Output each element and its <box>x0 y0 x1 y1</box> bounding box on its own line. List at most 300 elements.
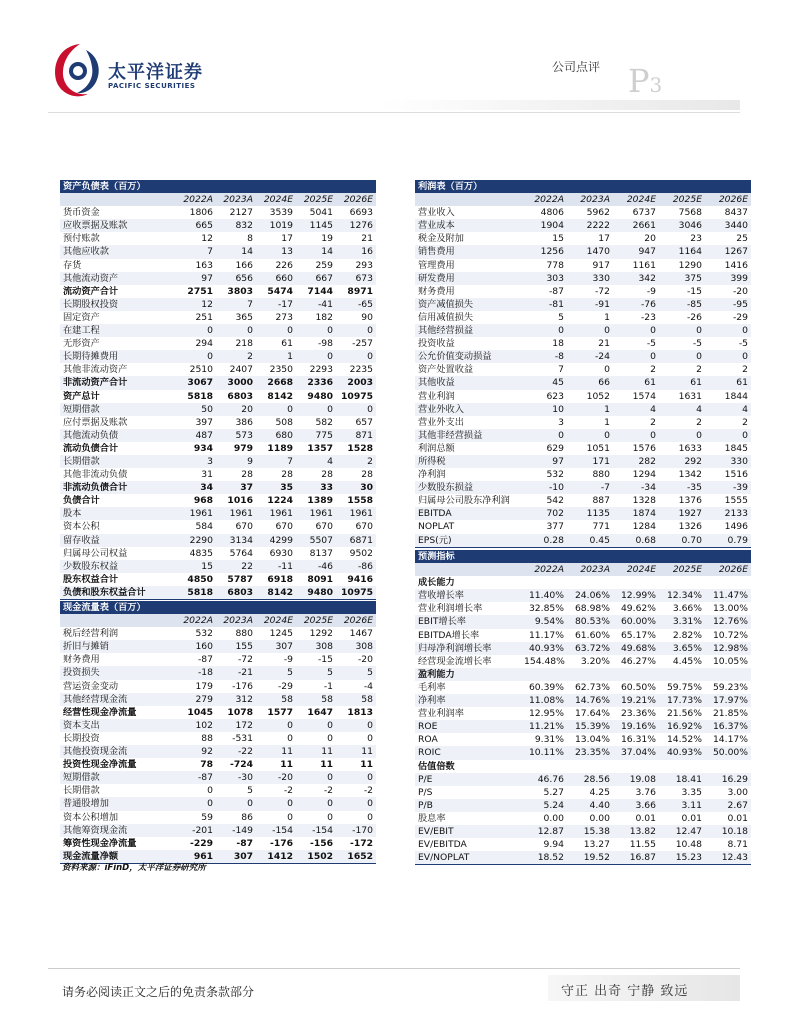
cell-value: 1961 <box>216 507 256 520</box>
cell-value: -81 <box>521 298 567 311</box>
cell-value: 657 <box>355 416 373 428</box>
row-label: 资本支出 <box>60 719 176 732</box>
year-header-row <box>60 614 376 627</box>
cell-value: 1290 <box>678 259 702 271</box>
cell-value: 182 <box>315 311 333 323</box>
table-title-row <box>60 180 376 193</box>
cell-value: 17.97% <box>705 694 751 707</box>
table-row <box>415 694 751 707</box>
row-label: 营业成本 <box>415 219 521 232</box>
year-header: 2022A <box>521 563 567 576</box>
cell-value: 58 <box>296 693 336 706</box>
year-header: 2023A <box>216 193 256 206</box>
cell-value: 1078 <box>227 706 253 718</box>
row-label: 净利润 <box>418 469 446 481</box>
cell-value: 8.71 <box>727 839 748 851</box>
cell-value: -15 <box>686 285 702 297</box>
cell-value: 62.73% <box>574 681 610 693</box>
cell-value: 1328 <box>632 495 656 507</box>
year-header-row <box>415 563 751 576</box>
table-title: 预测指标 <box>415 550 751 563</box>
table-row <box>60 311 376 324</box>
cell-value: 508 <box>275 416 293 428</box>
year-header: 2025E <box>296 614 336 627</box>
row-label: 其他非流动负债 <box>63 469 128 481</box>
year-header: 2025E <box>659 193 705 206</box>
table-row <box>415 720 751 733</box>
cell-value: 4.45% <box>672 655 702 667</box>
cell-value: 1528 <box>347 442 373 454</box>
year-header: 2022A <box>521 193 567 206</box>
cell-value: 0 <box>567 324 613 337</box>
row-label: EBITDA <box>415 507 521 520</box>
cell-value: 13.04% <box>574 734 610 746</box>
cell-value: 2661 <box>613 219 659 232</box>
cell-value: 12 <box>176 298 216 311</box>
cell-value: 293 <box>355 259 373 271</box>
row-label: 资本公积 <box>63 521 100 533</box>
table-row <box>415 615 751 628</box>
row-label: 投资性现金净流量 <box>63 759 137 771</box>
cell-value: 0 <box>327 732 333 744</box>
year-header-row <box>415 193 751 206</box>
row-label: 毛利率 <box>418 681 446 693</box>
row-label: 流动负债合计 <box>63 442 119 454</box>
row-label: 非流动资产合计 <box>60 376 176 389</box>
cell-value: 0 <box>336 771 376 784</box>
cell-value: 0.00 <box>589 812 610 824</box>
cell-value: 0 <box>367 732 373 744</box>
cell-value: 3046 <box>659 219 705 232</box>
cell-value: 1633 <box>678 442 702 454</box>
cell-value: 4835 <box>189 547 213 559</box>
cell-value: 1961 <box>336 507 376 520</box>
row-label: P/B <box>415 799 521 812</box>
table-row <box>415 259 751 272</box>
cell-value: 11 <box>320 759 333 771</box>
cell-value: 0 <box>296 350 336 363</box>
cell-value: 623 <box>546 390 564 402</box>
row-label: 折旧与摊销 <box>60 640 176 653</box>
cell-value: 171 <box>567 455 613 468</box>
cell-value: 10.05% <box>712 655 748 667</box>
cell-value: 279 <box>176 693 216 706</box>
cell-value: 1502 <box>296 850 336 864</box>
table-row <box>60 706 376 719</box>
cell-value: 1845 <box>724 442 748 454</box>
cell-value: 15 <box>552 233 564 245</box>
cell-value: 12.43 <box>705 851 751 865</box>
cell-value: 50.00% <box>705 746 751 759</box>
cell-value: 6693 <box>349 207 373 219</box>
table-row <box>415 786 751 799</box>
cell-value: 10.11% <box>521 746 567 759</box>
cell-value: 532 <box>546 469 564 481</box>
table-row <box>60 298 376 311</box>
cell-value: -149 <box>216 824 256 837</box>
row-label: 销售费用 <box>415 245 521 258</box>
cell-value: 4299 <box>256 534 296 547</box>
year-header: 2026E <box>336 193 376 206</box>
row-label: P/S <box>418 786 433 798</box>
cell-value: -34 <box>613 481 659 494</box>
cell-value: 15.39% <box>567 720 613 733</box>
cell-value: 4 <box>659 403 705 416</box>
table-row <box>415 812 751 825</box>
cell-value: 0.00 <box>543 812 564 824</box>
cell-value: -30 <box>216 771 256 784</box>
cell-value: 0 <box>521 324 567 337</box>
cell-value: -154 <box>256 824 296 837</box>
cell-value: 680 <box>256 429 296 442</box>
cell-value: 1496 <box>724 521 748 533</box>
cell-value: 3.76 <box>635 786 656 798</box>
cell-value: 2407 <box>229 364 253 376</box>
cell-value: 179 <box>195 680 213 692</box>
cell-value: 1874 <box>613 507 659 520</box>
cell-value: 1292 <box>309 628 333 640</box>
cell-value: 8142 <box>267 390 293 402</box>
cell-value: 0 <box>367 811 373 823</box>
cell-value: 34 <box>176 481 216 494</box>
cell-value: 1256 <box>521 245 567 258</box>
cell-value: 9.94 <box>543 839 564 851</box>
disclaimer-text: 请务必阅读正文之后的免责条款部分 <box>62 985 255 999</box>
row-label: 应收票据及账款 <box>60 219 176 232</box>
row-label: 无形资产 <box>63 338 100 350</box>
cell-value: 961 <box>176 850 216 864</box>
cell-value: -18 <box>176 666 216 679</box>
row-label: 经营性现金净流量 <box>63 706 137 718</box>
table-row <box>415 629 751 642</box>
cell-value: 673 <box>336 272 376 285</box>
row-label: EV/NOPLAT <box>415 851 521 865</box>
cell-value: 5764 <box>229 547 253 559</box>
table-row <box>415 642 751 655</box>
cell-value: 16.29 <box>705 773 751 786</box>
cell-value: -4 <box>363 680 373 692</box>
cell-value: 0.79 <box>705 534 751 548</box>
table-row <box>60 324 376 337</box>
table-row <box>415 520 751 533</box>
table-row <box>60 640 376 653</box>
table-row <box>60 403 376 416</box>
year-header: 2023A <box>216 614 256 627</box>
cell-value: 17.64% <box>574 708 610 720</box>
cell-value: 2 <box>742 416 748 428</box>
table-row <box>60 837 376 850</box>
cell-value: 12.76% <box>705 615 751 628</box>
row-label: 少数股东损益 <box>415 481 521 494</box>
cell-value: 8 <box>247 233 253 245</box>
table-row <box>415 481 751 494</box>
cell-value: 40.93% <box>521 642 567 655</box>
table-row <box>415 455 751 468</box>
cell-value: 0 <box>521 429 567 442</box>
row-label: 股息率 <box>418 812 446 824</box>
cell-value: 23.36% <box>620 708 656 720</box>
cell-value: 0 <box>256 719 296 732</box>
cell-value: -531 <box>232 732 253 744</box>
cell-value: 59.23% <box>712 681 748 693</box>
table-row <box>415 416 751 429</box>
cell-value: 670 <box>315 521 333 533</box>
cell-value: 1342 <box>678 469 702 481</box>
cell-value: -86 <box>336 560 376 573</box>
cell-value: 80.53% <box>567 615 613 628</box>
cell-value: -72 <box>237 654 253 666</box>
cell-value: 1844 <box>724 390 748 402</box>
cell-value: 1 <box>604 311 610 323</box>
table-row <box>415 363 751 376</box>
cell-value: 251 <box>195 311 213 323</box>
cell-value: 11 <box>256 745 296 758</box>
cell-value: -29 <box>277 680 293 692</box>
cell-value: -257 <box>352 338 373 350</box>
cell-value: 16.31% <box>620 734 656 746</box>
cell-value: 11.08% <box>521 694 567 707</box>
cell-value: -22 <box>216 745 256 758</box>
cell-value: 4 <box>613 403 659 416</box>
cell-value: 12.99% <box>613 589 659 602</box>
year-header: 2024E <box>613 563 659 576</box>
cell-value: 97 <box>521 455 567 468</box>
table-row <box>60 494 376 507</box>
cell-value: 0 <box>207 785 213 797</box>
balance-sheet-table <box>60 180 376 600</box>
row-label: 营业外收入 <box>415 403 521 416</box>
cell-value: 20 <box>644 233 656 245</box>
cell-value: 60.50% <box>620 681 656 693</box>
row-label: 税后经营利润 <box>63 628 119 640</box>
cell-value: 14.17% <box>712 734 748 746</box>
cell-value: 5474 <box>267 285 293 297</box>
table-row <box>60 797 376 810</box>
cell-value: -2 <box>363 785 373 797</box>
table-title-row <box>415 550 751 563</box>
cell-value: 21.56% <box>666 708 702 720</box>
cell-value: 19.08 <box>613 773 659 786</box>
cell-value: 5.24 <box>521 799 567 812</box>
cell-value: 0 <box>216 324 256 337</box>
cell-value: 532 <box>195 628 213 640</box>
table-title-row <box>60 601 376 614</box>
cell-value: 18.41 <box>659 773 705 786</box>
cell-value: -170 <box>336 824 376 837</box>
cell-value: 5 <box>256 666 296 679</box>
row-label: 财务费用 <box>418 285 455 297</box>
cell-value: 90 <box>361 311 373 323</box>
cell-value: 0.01 <box>727 812 748 824</box>
cell-value: 17 <box>598 233 610 245</box>
cell-value: 1576 <box>632 442 656 454</box>
forecast-indicators-table <box>415 550 751 865</box>
cell-value: -229 <box>190 837 213 849</box>
header-divider <box>48 112 740 113</box>
cell-value: 1357 <box>307 442 333 454</box>
cell-value: 0 <box>296 771 336 784</box>
row-label: 预付账款 <box>63 233 100 245</box>
cell-value: 3000 <box>216 376 256 389</box>
cell-value: 871 <box>336 429 376 442</box>
cell-value: 917 <box>592 259 610 271</box>
row-label: 归母净利润增长率 <box>415 642 521 655</box>
table-row <box>60 363 376 376</box>
row-label: 少数股东权益 <box>60 560 176 573</box>
table-title: 利润表（百万） <box>415 180 751 193</box>
cell-value: 226 <box>275 259 293 271</box>
cell-value: 46.27% <box>620 655 656 667</box>
cell-value: 166 <box>235 259 253 271</box>
row-label: 信用减值损失 <box>418 311 474 323</box>
table-row <box>60 666 376 679</box>
cell-value: 61 <box>613 376 659 389</box>
year-header: 2026E <box>705 563 751 576</box>
row-label: 投资收益 <box>418 338 455 350</box>
cell-value: 12.34% <box>659 589 705 602</box>
year-header: 2024E <box>256 193 296 206</box>
cell-value: 0 <box>296 797 336 810</box>
logo-text-cn: 太平洋证券 <box>108 62 203 83</box>
row-label: 其他投资现金流 <box>60 745 176 758</box>
cell-value: 1276 <box>336 219 376 232</box>
row-label: 存货 <box>63 259 82 271</box>
document-type: 公司点评 <box>552 60 601 74</box>
cell-value: 1164 <box>659 245 705 258</box>
source-note: 资料来源：iFinD，太平洋证券研究所 <box>62 863 206 873</box>
cell-value: 259 <box>315 259 333 271</box>
cell-value: 0 <box>705 350 751 363</box>
table-row <box>60 520 376 533</box>
cell-value: 21 <box>361 233 373 245</box>
cell-value: 0 <box>256 403 296 416</box>
cell-value: 8137 <box>309 547 333 559</box>
cell-value: 172 <box>216 719 256 732</box>
table-row <box>60 219 376 232</box>
cell-value: 0 <box>659 324 705 337</box>
cell-value: 66 <box>567 376 613 389</box>
cell-value: 5 <box>336 666 376 679</box>
table-row <box>415 232 751 245</box>
cell-value: 2293 <box>309 364 333 376</box>
cell-value: 2235 <box>349 364 373 376</box>
table-row <box>415 602 751 615</box>
cell-value: 31 <box>201 469 213 481</box>
year-header-row <box>60 193 376 206</box>
cell-value: 375 <box>659 272 705 285</box>
logo-emblem-icon <box>50 40 104 102</box>
cell-value: 3.66% <box>672 603 702 615</box>
cell-value: 163 <box>195 259 213 271</box>
cell-value: 5818 <box>176 586 216 600</box>
cell-value: 487 <box>176 429 216 442</box>
cell-value: 3067 <box>176 376 216 389</box>
row-label: 流动资产合计 <box>63 285 119 297</box>
cell-value: 14.76% <box>567 694 613 707</box>
year-header: 2026E <box>705 193 751 206</box>
cell-value: 1961 <box>256 507 296 520</box>
cell-value: 10.72% <box>712 629 748 641</box>
cell-value: 97 <box>176 272 216 285</box>
cell-value: 50 <box>176 403 216 416</box>
cell-value: 778 <box>546 259 564 271</box>
row-label: 其他流动负债 <box>60 429 176 442</box>
cell-value: 1051 <box>586 442 610 454</box>
cell-value: 160 <box>176 640 216 653</box>
row-label: 营业利润增长率 <box>418 603 483 615</box>
page-header <box>0 0 791 120</box>
row-label: 其他经营现金流 <box>60 693 176 706</box>
header-blank <box>415 193 521 206</box>
cell-value: 0 <box>216 797 256 810</box>
table-row <box>60 272 376 285</box>
cell-value: 9.31% <box>534 734 564 746</box>
cell-value: 292 <box>659 455 705 468</box>
cell-value: 9416 <box>347 573 373 585</box>
cell-value: 1019 <box>256 219 296 232</box>
table-row <box>60 745 376 758</box>
cell-value: 10.18 <box>705 825 751 838</box>
company-motto: 守正 出奇 宁静 致远 <box>561 984 689 999</box>
cell-value: 0 <box>176 350 216 363</box>
cell-value: 1389 <box>307 495 333 507</box>
table-title: 现金流量表（百万） <box>60 601 376 614</box>
cell-value: -72 <box>594 285 610 297</box>
cell-value: 8437 <box>724 207 748 219</box>
table-row <box>415 429 751 442</box>
cell-value: 2751 <box>187 285 213 297</box>
table-row <box>60 586 376 600</box>
cell-value: -87 <box>197 654 213 666</box>
row-label: 资本公积增加 <box>63 811 119 823</box>
row-label: ROE <box>415 720 521 733</box>
cell-value: 59.75% <box>666 681 702 693</box>
cell-value: 0 <box>176 797 216 810</box>
table-row <box>415 851 751 865</box>
cell-value: 312 <box>216 693 256 706</box>
row-label: EV/EBITDA <box>418 839 467 851</box>
cell-value: 2 <box>650 364 656 376</box>
page-number <box>628 62 662 100</box>
cell-value: 0 <box>296 324 336 337</box>
row-label: 归属母公司股东净利润 <box>418 495 510 507</box>
cell-value: 667 <box>296 272 336 285</box>
cell-value: 1467 <box>349 628 373 640</box>
cell-value: 0 <box>287 732 293 744</box>
cell-value: 17.73% <box>659 694 705 707</box>
header-blank <box>60 614 176 627</box>
cell-value: 282 <box>613 455 659 468</box>
cell-value: 2510 <box>189 364 213 376</box>
row-label: 负债和股东权益合计 <box>60 586 176 600</box>
cell-value: 5787 <box>227 573 253 585</box>
row-label: 研发费用 <box>415 272 521 285</box>
cell-value: 656 <box>216 272 256 285</box>
cell-value: 5818 <box>187 390 213 402</box>
cell-value: 399 <box>705 272 751 285</box>
cell-value: 670 <box>275 521 293 533</box>
row-label: 归属母公司权益 <box>63 547 128 559</box>
cell-value: 2668 <box>256 376 296 389</box>
cell-value: 0.01 <box>635 812 656 824</box>
cell-value: 0 <box>336 324 376 337</box>
cell-value: 19.52 <box>567 851 613 865</box>
cell-value: 68.98% <box>574 603 610 615</box>
cell-value: 4850 <box>187 573 213 585</box>
row-label: EBITDA增长率 <box>418 629 480 641</box>
cell-value: 11 <box>360 759 373 771</box>
cell-value: 2350 <box>269 364 293 376</box>
